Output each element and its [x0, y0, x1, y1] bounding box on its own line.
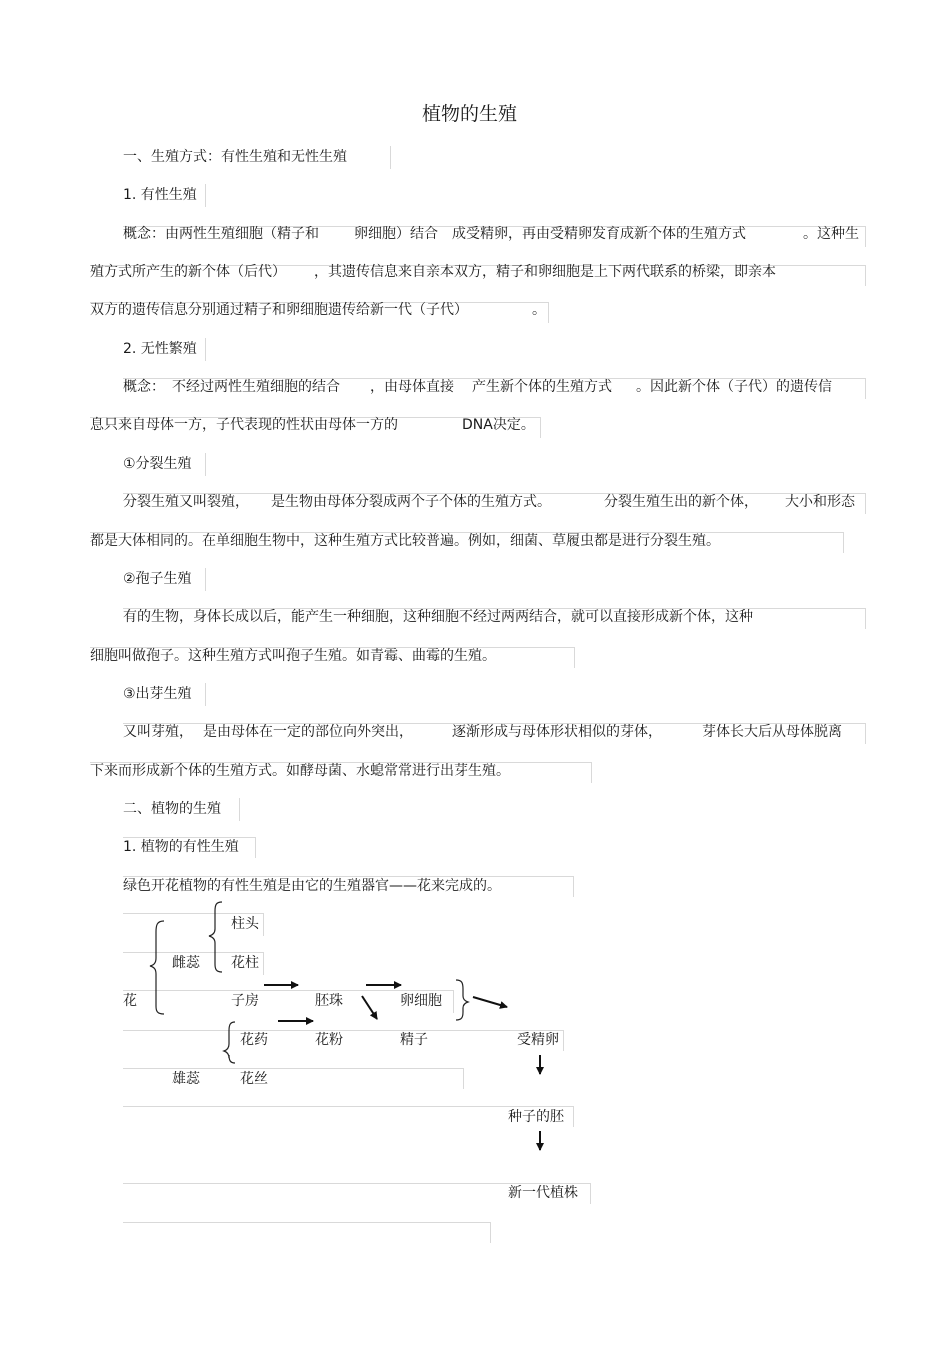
paragraph-text: ，其遗传信息来自亲本双方，精子和卵细胞是上下两代联系的桥梁，即亲本	[314, 264, 776, 280]
section-heading: 二、植物的生殖	[123, 801, 221, 817]
paragraph-text: 下来而形成新个体的生殖方式。如酵母菌、水螅常常进行出芽生殖。	[90, 763, 510, 779]
paragraph-text: 成受精卵，再由受精卵发育成新个体的生殖方式	[452, 226, 746, 242]
diagram-label-stamen: 雄蕊	[172, 1071, 200, 1087]
paragraph-text: 概念：由两性生殖细胞（精子和	[123, 226, 319, 242]
paragraph-text: 分裂生殖又叫裂殖，	[123, 494, 249, 510]
subsection-heading: 2. 无性繁殖	[123, 341, 197, 357]
paragraph-text: 大小和形态	[785, 494, 855, 510]
paragraph-text: 。	[532, 302, 546, 318]
paragraph-text: 细胞叫做孢子。这种生殖方式叫孢子生殖。如青霉、曲霉的生殖。	[90, 648, 496, 664]
page-title: 植物的生殖	[422, 103, 518, 125]
paragraph-text: 概念：	[123, 379, 165, 395]
paragraph-text: 有的生物，身体长成以后，能产生一种细胞，这种细胞不经过两两结合，就可以直接形成新个体，这种	[123, 609, 753, 625]
diagram-label-zygote: 受精卵	[517, 1032, 559, 1048]
paragraph-text: 。因此新个体（子代）的遗传信	[636, 379, 832, 395]
section-heading: 一、生殖方式：有性生殖和无性生殖	[123, 149, 347, 165]
subsection-heading: 1. 有性生殖	[123, 187, 197, 203]
subsection-heading: ①分裂生殖	[123, 456, 192, 472]
paragraph-text: 分裂生殖生出的新个体，	[604, 494, 758, 510]
diagram-label-anther: 花药	[240, 1032, 268, 1048]
paragraph-text: 逐渐形成与母体形状相似的芽体，	[452, 724, 662, 740]
paragraph-text: 双方的遗传信息分别通过精子和卵细胞遗传给新一代（子代）	[90, 302, 468, 318]
paragraph-text: 又叫芽殖，	[123, 724, 193, 740]
diagram-label-ovary: 子房	[231, 993, 259, 1009]
subsection-heading: ③出芽生殖	[123, 686, 192, 702]
arrow-ovule-sperm	[362, 996, 377, 1019]
subsection-heading: ②孢子生殖	[123, 571, 192, 587]
diagram-label-ovule: 胚珠	[315, 993, 343, 1009]
paragraph-text: 。这种生	[803, 226, 859, 242]
paragraph-text: 是由母体在一定的部位向外突出，	[203, 724, 413, 740]
brace-pistil	[209, 902, 222, 972]
diagram-label-embryo: 种子的胚	[508, 1109, 564, 1125]
diagram-label-sperm: 精子	[400, 1032, 428, 1048]
paragraph-text: 都是大体相同的。在单细胞生物中，这种生殖方式比较普遍。例如，细菌、草履虫都是进行分裂生殖。	[90, 533, 720, 549]
subsection-heading: 1. 植物的有性生殖	[123, 839, 239, 855]
diagram-label-egg: 卵细胞	[400, 993, 442, 1009]
paragraph-text: 绿色开花植物的有性生殖是由它的生殖器官——花来完成的。	[123, 878, 501, 894]
paragraph-text: ，由母体直接	[370, 379, 454, 395]
paragraph-text: 芽体长大后从母体脱离	[702, 724, 842, 740]
diagram-label-stigma: 柱头	[231, 916, 259, 932]
diagram-label-pistil: 雌蕊	[172, 955, 200, 971]
brace-flower	[150, 921, 164, 1014]
paragraph-text: 息只来自母体一方，子代表现的性状由母体一方的	[90, 417, 398, 433]
paragraph-text: 殖方式所产生的新个体（后代）	[90, 264, 286, 280]
paragraph-text: 是生物由母体分裂成两个子个体的生殖方式。	[271, 494, 551, 510]
brace-fusion	[456, 980, 468, 1020]
paragraph-text: DNA决定。	[462, 417, 535, 433]
paragraph-text: 产生新个体的生殖方式	[472, 379, 612, 395]
diagram-label-style: 花柱	[231, 955, 259, 971]
arrow-fusion-zygote	[473, 997, 507, 1007]
brace-stamen	[224, 1022, 235, 1063]
diagram-label-pollen: 花粉	[315, 1032, 343, 1048]
diagram-label-new-plant: 新一代植株	[508, 1185, 578, 1201]
diagram-label-filament: 花丝	[240, 1071, 268, 1087]
diagram-label-flower: 花	[123, 993, 137, 1009]
paragraph-text: 不经过两性生殖细胞的结合	[172, 379, 340, 395]
paragraph-text: 卵细胞）结合	[354, 226, 438, 242]
